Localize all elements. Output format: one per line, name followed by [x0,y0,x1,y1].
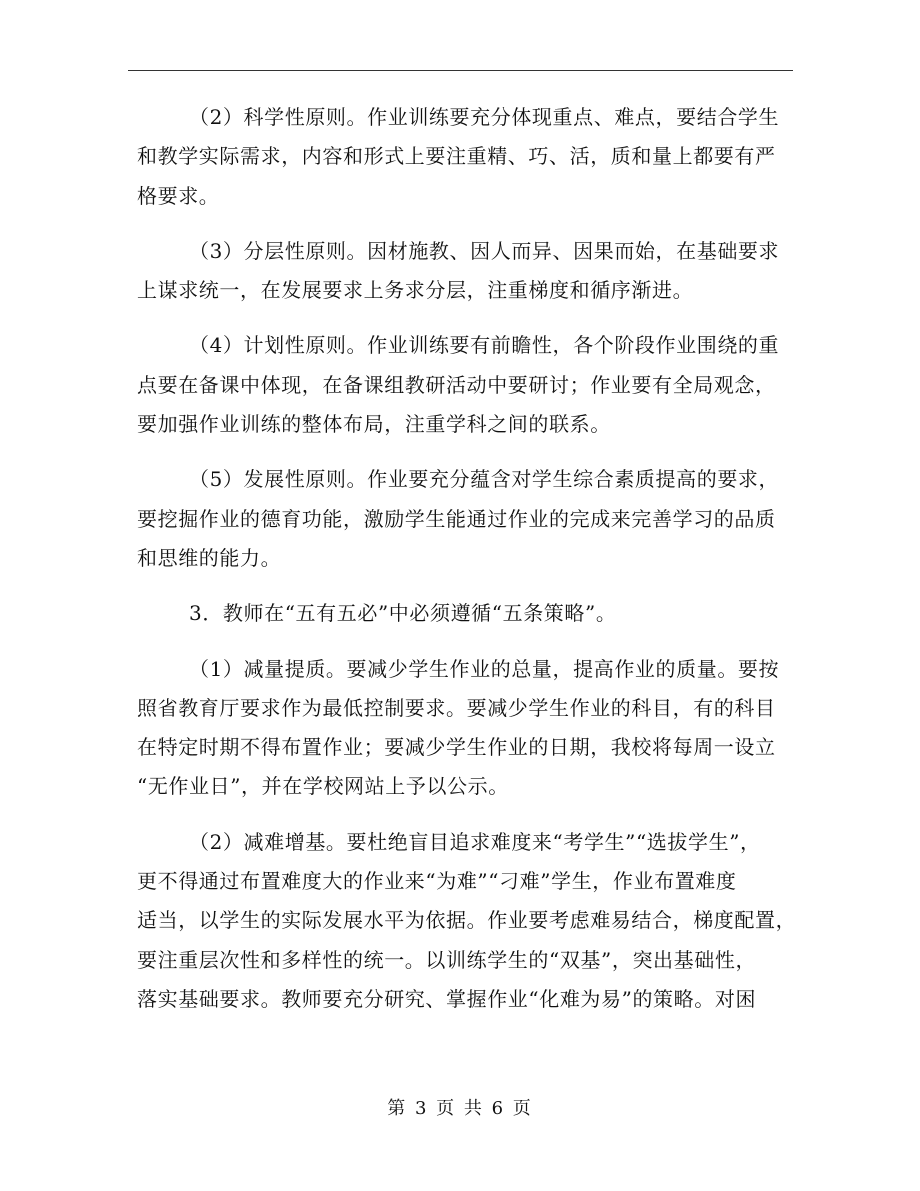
text-line: 点要在备课中体现，在备课组教研活动中要研讨；作业要有全局观念， [137,372,776,397]
text-line: （3）分层性原则。因材施教、因人而异、因果而始，在基础要求 [189,238,780,263]
text-line: 要挖掘作业的德育功能，激励学生能通过作业的完成来完善学习的品质 [137,506,776,531]
text-line: 和教学实际需求，内容和形式上要注重精、巧、活，质和量上都要有严 [137,144,776,169]
text-line: 照省教育厅要求作为最低控制要求。要减少学生作业的科目，有的科目 [137,695,776,720]
text-line: 在特定时期不得布置作业；要减少学生作业的日期，我校将每周一设立 [137,735,776,760]
text-line: （2）科学性原则。作业训练要充分体现重点、难点，要结合学生 [189,105,780,129]
paragraph-principle-3 [137,232,793,311]
text-line: 要加强作业训练的整体布局，注重学科之间的联系。 [137,412,611,437]
paragraph-principle-4 [137,326,793,444]
text-line: 落实基础要求。教师要充分研究、掌握作业“化难为易”的策略。对困 [137,986,757,1011]
text-line: 适当，以学生的实际发展水平为依据。作业要考虑难易结合，梯度配置， [137,908,797,933]
paragraph-principle-2 [137,98,793,216]
paragraph-strategy-2 [137,823,797,1019]
text-line: 和思维的能力。 [137,545,282,570]
text-line: 要注重层次性和多样性的统一。以训练学生的“双基”，突出基础性， [137,947,757,972]
text-line: 更不得通过布置难度大的作业来“为难”“刁难”学生，作业布置难度 [137,869,737,894]
text-line: （4）计划性原则。作业训练要有前瞻性，各个阶段作业围绕的重 [189,333,780,358]
document-body [137,98,797,1035]
text-line: 格要求。 [137,183,220,208]
paragraph-principle-5 [137,460,793,578]
text-line: （2）减难增基。要杜绝盲目追求难度来“考学生”“选拔学生”， [189,829,761,854]
text-line: “无作业日”，并在学校网站上予以公示。 [137,774,509,799]
text-line: 3．教师在“五有五必”中必须遵循“五条策略”。 [189,601,617,626]
text-line: 上谋求统一，在发展要求上务求分层，注重梯度和循序渐进。 [137,278,694,303]
text-line: （1）减量提质。要减少学生作业的总量，提高作业的质量。要按 [189,656,780,681]
paragraph-strategy-1 [137,650,793,807]
text-line: （5）发展性原则。作业要充分蕴含对学生综合素质提高的要求， [189,467,780,492]
page-number-footer: 第 3 页 共 6 页 [387,1098,533,1119]
header-rule [128,70,793,71]
section-heading [137,594,793,633]
